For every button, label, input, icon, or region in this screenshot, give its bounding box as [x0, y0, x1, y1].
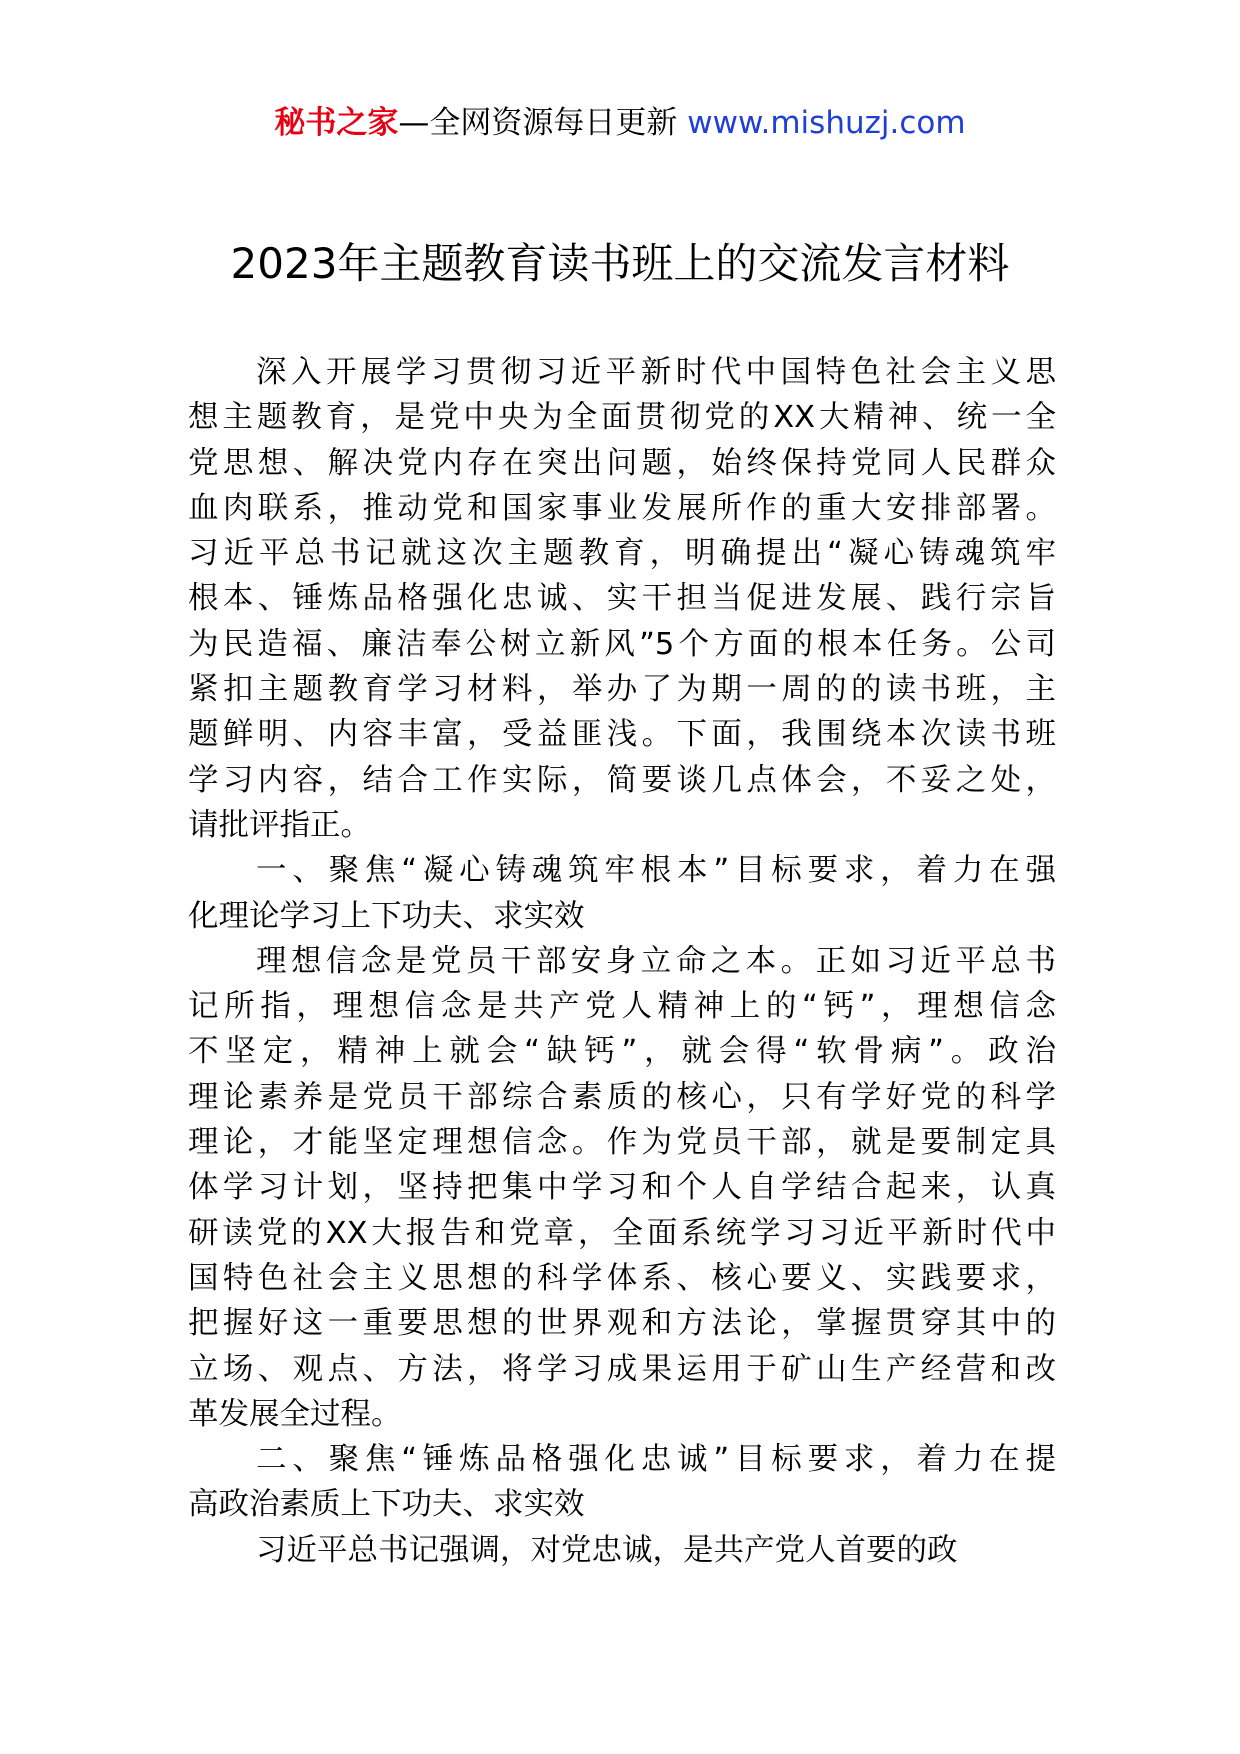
text-line: 题鲜明、内容丰富，受益匪浅。下面，我围绕本次读书班: [188, 717, 1056, 753]
text-line: 把握好这一重要思想的世界观和方法论，掌握贯穿其中的: [188, 1306, 1056, 1342]
section-heading: [188, 1437, 1056, 1528]
document-title: 2023年主题教育读书班上的交流发言材料: [230, 239, 1010, 288]
body-paragraph: [188, 1528, 1056, 1573]
text-line: 体学习计划，坚持把集中学习和个人自学结合起来，认真: [188, 1170, 1056, 1206]
section-heading: [188, 848, 1056, 939]
site-tagline: —全网资源每日更新: [398, 105, 678, 141]
text-line: 习近平总书记强调，对党忠诚，是共产党人首要的政: [256, 1532, 958, 1568]
text-line: 不坚定，精神上就会“缺钙”，就会得“软骨病”。政治: [188, 1034, 1056, 1070]
text-line: 想主题教育，是党中央为全面贯彻党的XX大精神、统一全: [188, 400, 1056, 436]
text-line: 一、聚焦“凝心铸魂筑牢根本”目标要求，着力在强: [256, 853, 1056, 889]
body-paragraph: [188, 350, 1056, 848]
text-line: 请批评指正。: [188, 807, 371, 843]
text-line: 记所指，理想信念是共产党人精神上的“钙”，理想信念: [188, 989, 1056, 1025]
text-line: 为民造福、廉洁奉公树立新风”5个方面的根本任务。公司: [188, 626, 1056, 662]
text-line: 化理论学习上下功夫、求实效: [188, 898, 585, 934]
text-line: 二、聚焦“锤炼品格强化忠诚”目标要求，着力在提: [256, 1442, 1056, 1478]
text-line: 紧扣主题教育学习材料，举办了为期一周的的读书班，主: [188, 672, 1056, 708]
text-line: 理论素养是党员干部综合素质的核心，只有学好党的科学: [188, 1079, 1056, 1115]
body-paragraph: [188, 939, 1056, 1437]
site-brand: 秘书之家: [274, 105, 399, 141]
text-line: 高政治素质上下功夫、求实效: [188, 1487, 585, 1523]
text-line: 革发展全过程。: [188, 1396, 402, 1432]
text-line: 研读党的XX大报告和党章，全面系统学习习近平新时代中: [188, 1215, 1056, 1251]
text-line: 习近平总书记就这次主题教育，明确提出“凝心铸魂筑牢: [188, 536, 1056, 572]
text-line: 党思想、解决党内存在突出问题，始终保持党同人民群众: [188, 445, 1056, 481]
text-line: 立场、观点、方法，将学习成果运用于矿山生产经营和改: [188, 1351, 1056, 1387]
document-body: [188, 350, 1056, 1573]
text-line: 学习内容，结合工作实际，简要谈几点体会，不妥之处，: [188, 762, 1056, 798]
text-line: 根本、锤炼品格强化忠诚、实干担当促进发展、践行宗旨: [188, 581, 1056, 617]
text-line: 理想信念是党员干部安身立命之本。正如习近平总书: [256, 943, 1056, 979]
text-line: 国特色社会主义思想的科学体系、核心要义、实践要求，: [188, 1260, 1056, 1296]
text-line: 血肉联系，推动党和国家事业发展所作的重大安排部署。: [188, 490, 1056, 526]
site-header: [0, 100, 1240, 146]
text-line: 理论，才能坚定理想信念。作为党员干部，就是要制定具: [188, 1125, 1056, 1161]
site-url-link[interactable]: www.mishuzj.com: [687, 105, 966, 141]
text-line: 深入开展学习贯彻习近平新时代中国特色社会主义思: [256, 355, 1056, 390]
